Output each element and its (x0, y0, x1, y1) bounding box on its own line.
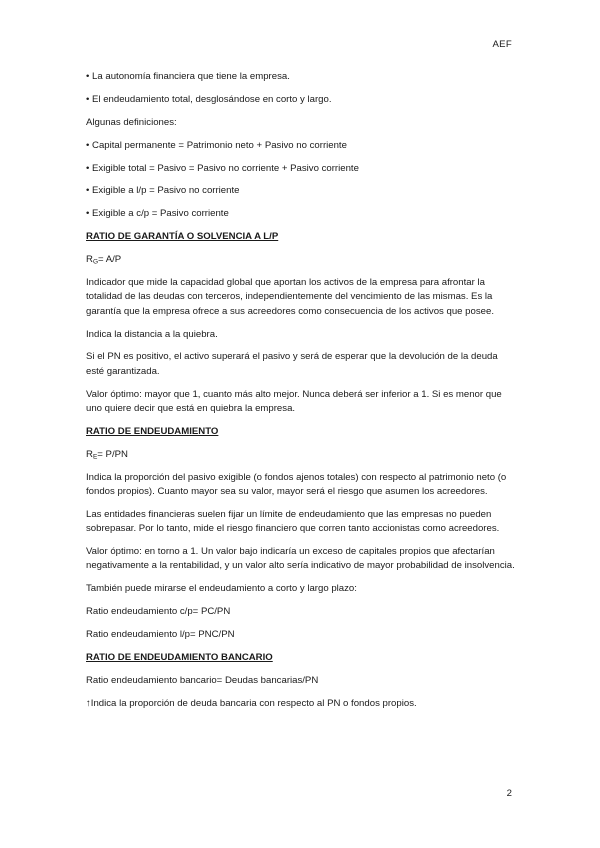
endeudamiento-entidades: Las entidades financieras suelen fijar un límite de endeudamiento que las empresas no pueden sobrepasar. Por lo tanto, mide el riesgo financiero que corren tanto accionistas como acreedores. (86, 508, 500, 535)
formula-endeudamiento (86, 448, 516, 462)
formula-symbol: R (86, 448, 93, 460)
formula-subscript: G (92, 258, 98, 266)
definition-capital-permanente: • Capital permanente = Patrimonio neto + Pasivo no corriente (86, 139, 347, 151)
definitions-title: Algunas definiciones: (86, 116, 177, 128)
formula-garantia (86, 253, 516, 267)
bullet-autonomia: • La autonomía financiera que tiene la empresa. (86, 71, 290, 82)
definition-exigible-cp: • Exigible a c/p = Pasivo corriente (86, 208, 229, 220)
ratio-endeudamiento-lp: Ratio endeudamiento l/p= PNC/PN (86, 628, 235, 640)
formula-expression: = A/P (98, 254, 122, 266)
page-content (86, 70, 516, 719)
ratio-bancario-formula: Ratio endeudamiento bancario= Deudas bancarias/PN (86, 674, 319, 686)
page-header: AEF (492, 39, 512, 50)
heading-ratio-endeudamiento: RATIO DE ENDEUDAMIENTO (86, 425, 219, 437)
endeudamiento-plazo: También puede mirarse el endeudamiento a corto y largo plazo: (86, 583, 357, 595)
definition-exigible-lp: • Exigible a l/p = Pasivo no corriente (86, 185, 240, 197)
garantia-pn-positivo: Si el PN es positivo, el activo superará el pasivo y será de esperar que la devolución de la deuda esté garantizada. (86, 351, 498, 377)
bullet-endeudamiento-total: • El endeudamiento total, desglosándose en corto y largo. (86, 93, 332, 105)
ratio-endeudamiento-cp: Ratio endeudamiento c/p= PC/PN (86, 606, 231, 617)
formula-subscript: E (92, 453, 98, 461)
endeudamiento-valor-optimo: Valor óptimo: en torno a 1. Un valor bajo indicaría un exceso de capitales propios que afectarían negativamente a la rentabilidad, y un valor alto sería indicativo de mayor probabilidad de insolvencia. (86, 545, 515, 572)
heading-ratio-bancario: RATIO DE ENDEUDAMIENTO BANCARIO (86, 651, 273, 663)
definition-exigible-total: • Exigible total = Pasivo = Pasivo no corriente + Pasivo corriente (86, 162, 359, 174)
heading-ratio-garantia: RATIO DE GARANTÍA O SOLVENCIA A L/P (86, 231, 279, 243)
endeudamiento-description: Indica la proporción del pasivo exigible (o fondos ajenos totales) con respecto al patrimonio neto (o fondos propios). Cuanto mayor sea su valor, mayor será el riesgo que asumen los acreedores. (86, 471, 507, 497)
garantia-description: Indicador que mide la capacidad global que aportan los activos de la empresa para afrontar la totalidad de las deudas con terceros, independientemente del vencimiento de las mismas. Es la garantía que la empresa ofrece a sus acreedores como consecuencia de los activos que posee. (86, 277, 494, 317)
garantia-distancia: Indica la distancia a la quiebra. (86, 328, 218, 340)
formula-expression: = P/PN (97, 448, 128, 460)
garantia-valor-optimo: Valor óptimo: mayor que 1, cuanto más alto mejor. Nunca deberá ser inferior a 1. Si es menor que uno quiere decir que está en quiebra la empresa. (86, 388, 502, 414)
ratio-bancario-description: ↑Indica la proporción de deuda bancaria con respecto al PN o fondos propios. (86, 697, 417, 709)
formula-symbol: R (86, 254, 93, 266)
page-number: 2 (506, 788, 512, 799)
